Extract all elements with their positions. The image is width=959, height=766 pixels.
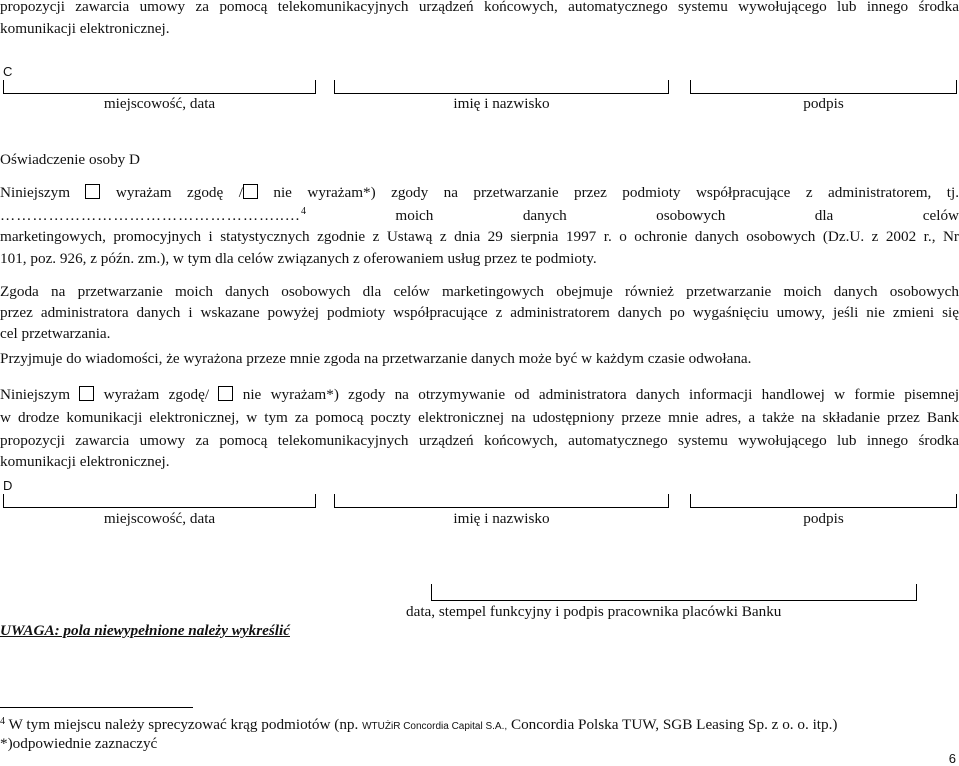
consent-1-agree-checkbox[interactable] — [85, 184, 100, 199]
scope-line-2: przez administratora danych i wskazane powyżej podmioty współpracujące z administratorem danych po wygaśnięciu umowy, jeśli nie zmieni się — [0, 304, 959, 321]
name-field-c[interactable] — [334, 80, 669, 94]
place-date-label-c: miejscowość, data — [103, 95, 216, 112]
bank-stamp-field[interactable] — [431, 584, 917, 601]
consent-1-disagree-checkbox[interactable] — [243, 184, 258, 199]
consent-1-pre: Niniejszym — [0, 184, 71, 201]
place-date-field-d[interactable] — [3, 494, 316, 508]
section-d-title: Oświadczenie osoby D — [0, 151, 141, 168]
place-date-label-d: miejscowość, data — [103, 510, 216, 527]
consent-1-disagree-label: nie wyrażam*) zgody na przetwarzanie przez podmioty współpracujące z administratorem, tj. — [273, 184, 959, 201]
signature-field-c[interactable] — [690, 80, 957, 94]
name-label-c: imię i nazwisko — [453, 95, 550, 112]
consent-2-line-1 — [0, 386, 959, 404]
consent-2-agree-label: wyrażam zgodę/ — [103, 386, 210, 403]
consent-2-agree-checkbox[interactable] — [79, 386, 94, 401]
consent-2-line-2: w drodze komunikacji elektronicznej, w tym za pomocą poczty elektronicznej na udostępniony przeze mnie adres, a także na składanie przez Bank — [0, 409, 959, 426]
signature-label-c: podpis — [803, 95, 844, 112]
withdraw-notice: Przyjmuje do wiadomości, że wyrażona przeze mnie zgoda na przetwarzanie danych może być w każdym czasie odwołana. — [0, 350, 752, 367]
consent-1-line-3: marketingowych, promocyjnych i statystycznych zgodnie z Ustawą z dnia 29 sierpnia 1997 r. o ochronie danych osobowych (Dz.U. z 2002 r., Nr — [0, 228, 959, 245]
consent-1-cont: moich danych osobowych dla celów — [395, 207, 959, 225]
footnote-mark: 4 — [0, 716, 5, 727]
footnote-4 — [0, 716, 837, 734]
footnote-separator — [0, 707, 193, 708]
name-field-d[interactable] — [334, 494, 669, 508]
warning-note: UWAGA: pola niewypełnione należy wykreślić — [0, 622, 290, 639]
footnote-text-c: Concordia Polska TUW, SGB Leasing Sp. z o. o. itp.) — [510, 716, 838, 733]
scope-line-1: Zgoda na przetwarzanie moich danych osobowych dla celów marketingowych obejmuje również przetwarzanie moich danych osobowych — [0, 283, 959, 300]
page-number: 6 — [948, 751, 956, 766]
signature-block-d-mark: D — [3, 478, 13, 493]
signature-block-c-mark: C — [3, 64, 13, 79]
consent-1-line-1 — [0, 184, 959, 202]
consent-2-line-4: komunikacji elektronicznej. — [0, 453, 170, 470]
signature-field-d[interactable] — [690, 494, 957, 508]
footnote-ref-4: 4 — [300, 206, 306, 217]
intro-line-2: komunikacji elektronicznej. — [0, 20, 170, 37]
footnote-text-a: W tym miejscu należy sprecyzować krąg podmiotów (np. — [8, 716, 359, 733]
consent-1-line-4: 101, poz. 926, z późn. zm.), w tym dla celów związanych z oferowaniem usług przez te podmioty. — [0, 250, 597, 267]
intro-line-1: propozycji zawarcia umowy za pomocą telekomunikacyjnych urządzeń końcowych, automatycznego systemu wywołującego lub innego środka — [0, 0, 959, 15]
footnote-note: *)odpowiednie zaznaczyć — [0, 735, 158, 752]
consent-1-line-2 — [0, 206, 959, 225]
consent-2-disagree-label: nie wyrażam*) zgody na otrzymywanie od administratora danych informacji handlowej w formie pisemnej — [242, 386, 959, 403]
signature-label-d: podpis — [803, 510, 844, 527]
consent-1-agree-label: wyrażam zgodę / — [115, 184, 243, 201]
name-label-d: imię i nazwisko — [453, 510, 550, 527]
bank-stamp-label: data, stempel funkcyjny i podpis pracownika placówki Banku — [406, 603, 782, 620]
consent-2-pre: Niniejszym — [0, 386, 71, 403]
place-date-field-c[interactable] — [3, 80, 316, 94]
scope-line-3: cel przetwarzania. — [0, 325, 111, 342]
footnote-text-b: WTUŻiR Concordia Capital S.A., — [362, 721, 508, 732]
consent-2-disagree-checkbox[interactable] — [218, 386, 233, 401]
consent-2-line-3: propozycji zawarcia umowy za pomocą telekomunikacyjnych urządzeń końcowych, automatycznego systemu wywołującego lub innego środka — [0, 432, 959, 449]
consent-1-entities-blank[interactable]: ……………………………………………..… — [0, 207, 301, 225]
